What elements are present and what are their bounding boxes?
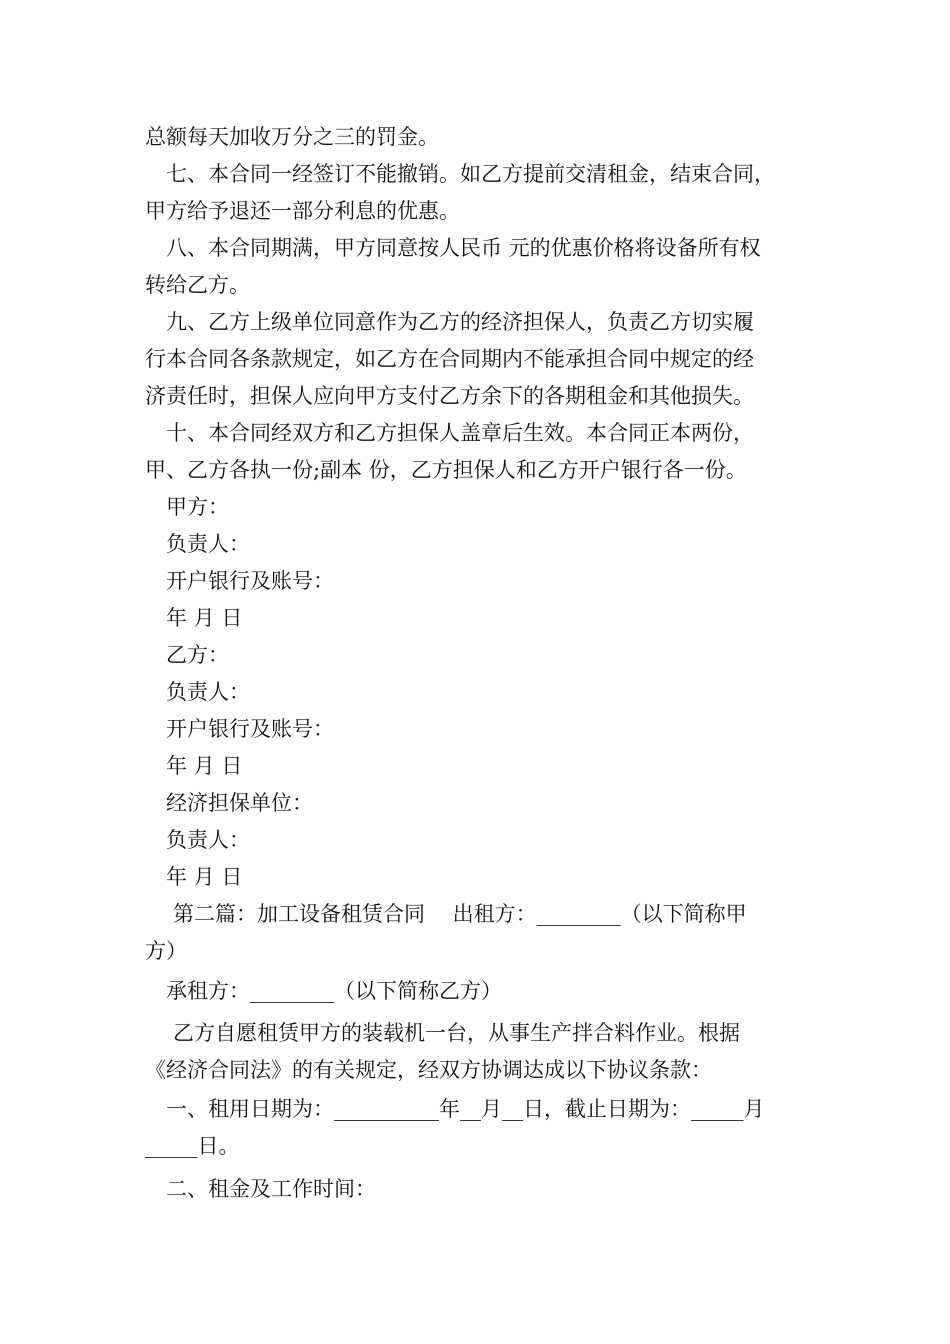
document-line: 济责任时，担保人应向甲方支付乙方余下的各期租金和其他损失。: [145, 384, 754, 408]
document-line: 二、租金及工作时间：: [166, 1177, 376, 1201]
document-line: 甲方给予退还一部分利息的优惠。: [145, 199, 460, 223]
document-line: 乙方：: [166, 643, 229, 667]
document-line: 乙方自愿租赁甲方的装载机一台，从事生产拌合料作业。根据: [173, 1021, 740, 1045]
document-body: [145, 119, 810, 1208]
document-line: 年 月 日: [166, 865, 243, 889]
document-line: 甲、乙方各执一份;副本 份，乙方担保人和乙方开户银行各一份。: [145, 458, 747, 482]
document-line: 承租方：________（以下简称乙方）: [166, 979, 502, 1003]
document-line: 转给乙方。: [145, 273, 250, 297]
document-line: 《经济合同法》的有关规定，经双方协调达成以下协议条款：: [145, 1058, 712, 1082]
document-line: 十、本合同经双方和乙方担保人盖章后生效。本合同正本两份，: [166, 421, 754, 445]
document-line: 一、租用日期为：__________年__月__日，截止日期为：_____月: [166, 1097, 765, 1121]
document-line: 年 月 日: [166, 754, 243, 778]
document-line: _____日。: [145, 1134, 240, 1158]
document-line: 甲方：: [166, 495, 229, 519]
document-line: 总额每天加收万分之三的罚金。: [145, 125, 439, 149]
document-line: 负责人：: [166, 532, 250, 556]
document-line: 八、本合同期满，甲方同意按人民币 元的优惠价格将设备所有权: [166, 236, 761, 260]
document-line: 行本合同各条款规定，如乙方在合同期内不能承担合同中规定的经: [145, 347, 754, 371]
document-line: 第二篇：加工设备租赁合同 出租方：________（以下简称甲: [173, 902, 747, 926]
document-line: 九、乙方上级单位同意作为乙方的经济担保人，负责乙方切实履: [166, 310, 754, 334]
document-line: 负责人：: [166, 680, 250, 704]
document-line: 开户银行及账号：: [166, 717, 334, 741]
document-line: 七、本合同一经签订不能撤销。如乙方提前交清租金，结束合同，: [166, 162, 775, 186]
document-line: 方）: [145, 939, 187, 963]
document-line: 负责人：: [166, 828, 250, 852]
document-line: 开户银行及账号：: [166, 569, 334, 593]
document-line: 经济担保单位：: [166, 791, 313, 815]
document-line: 年 月 日: [166, 606, 243, 630]
